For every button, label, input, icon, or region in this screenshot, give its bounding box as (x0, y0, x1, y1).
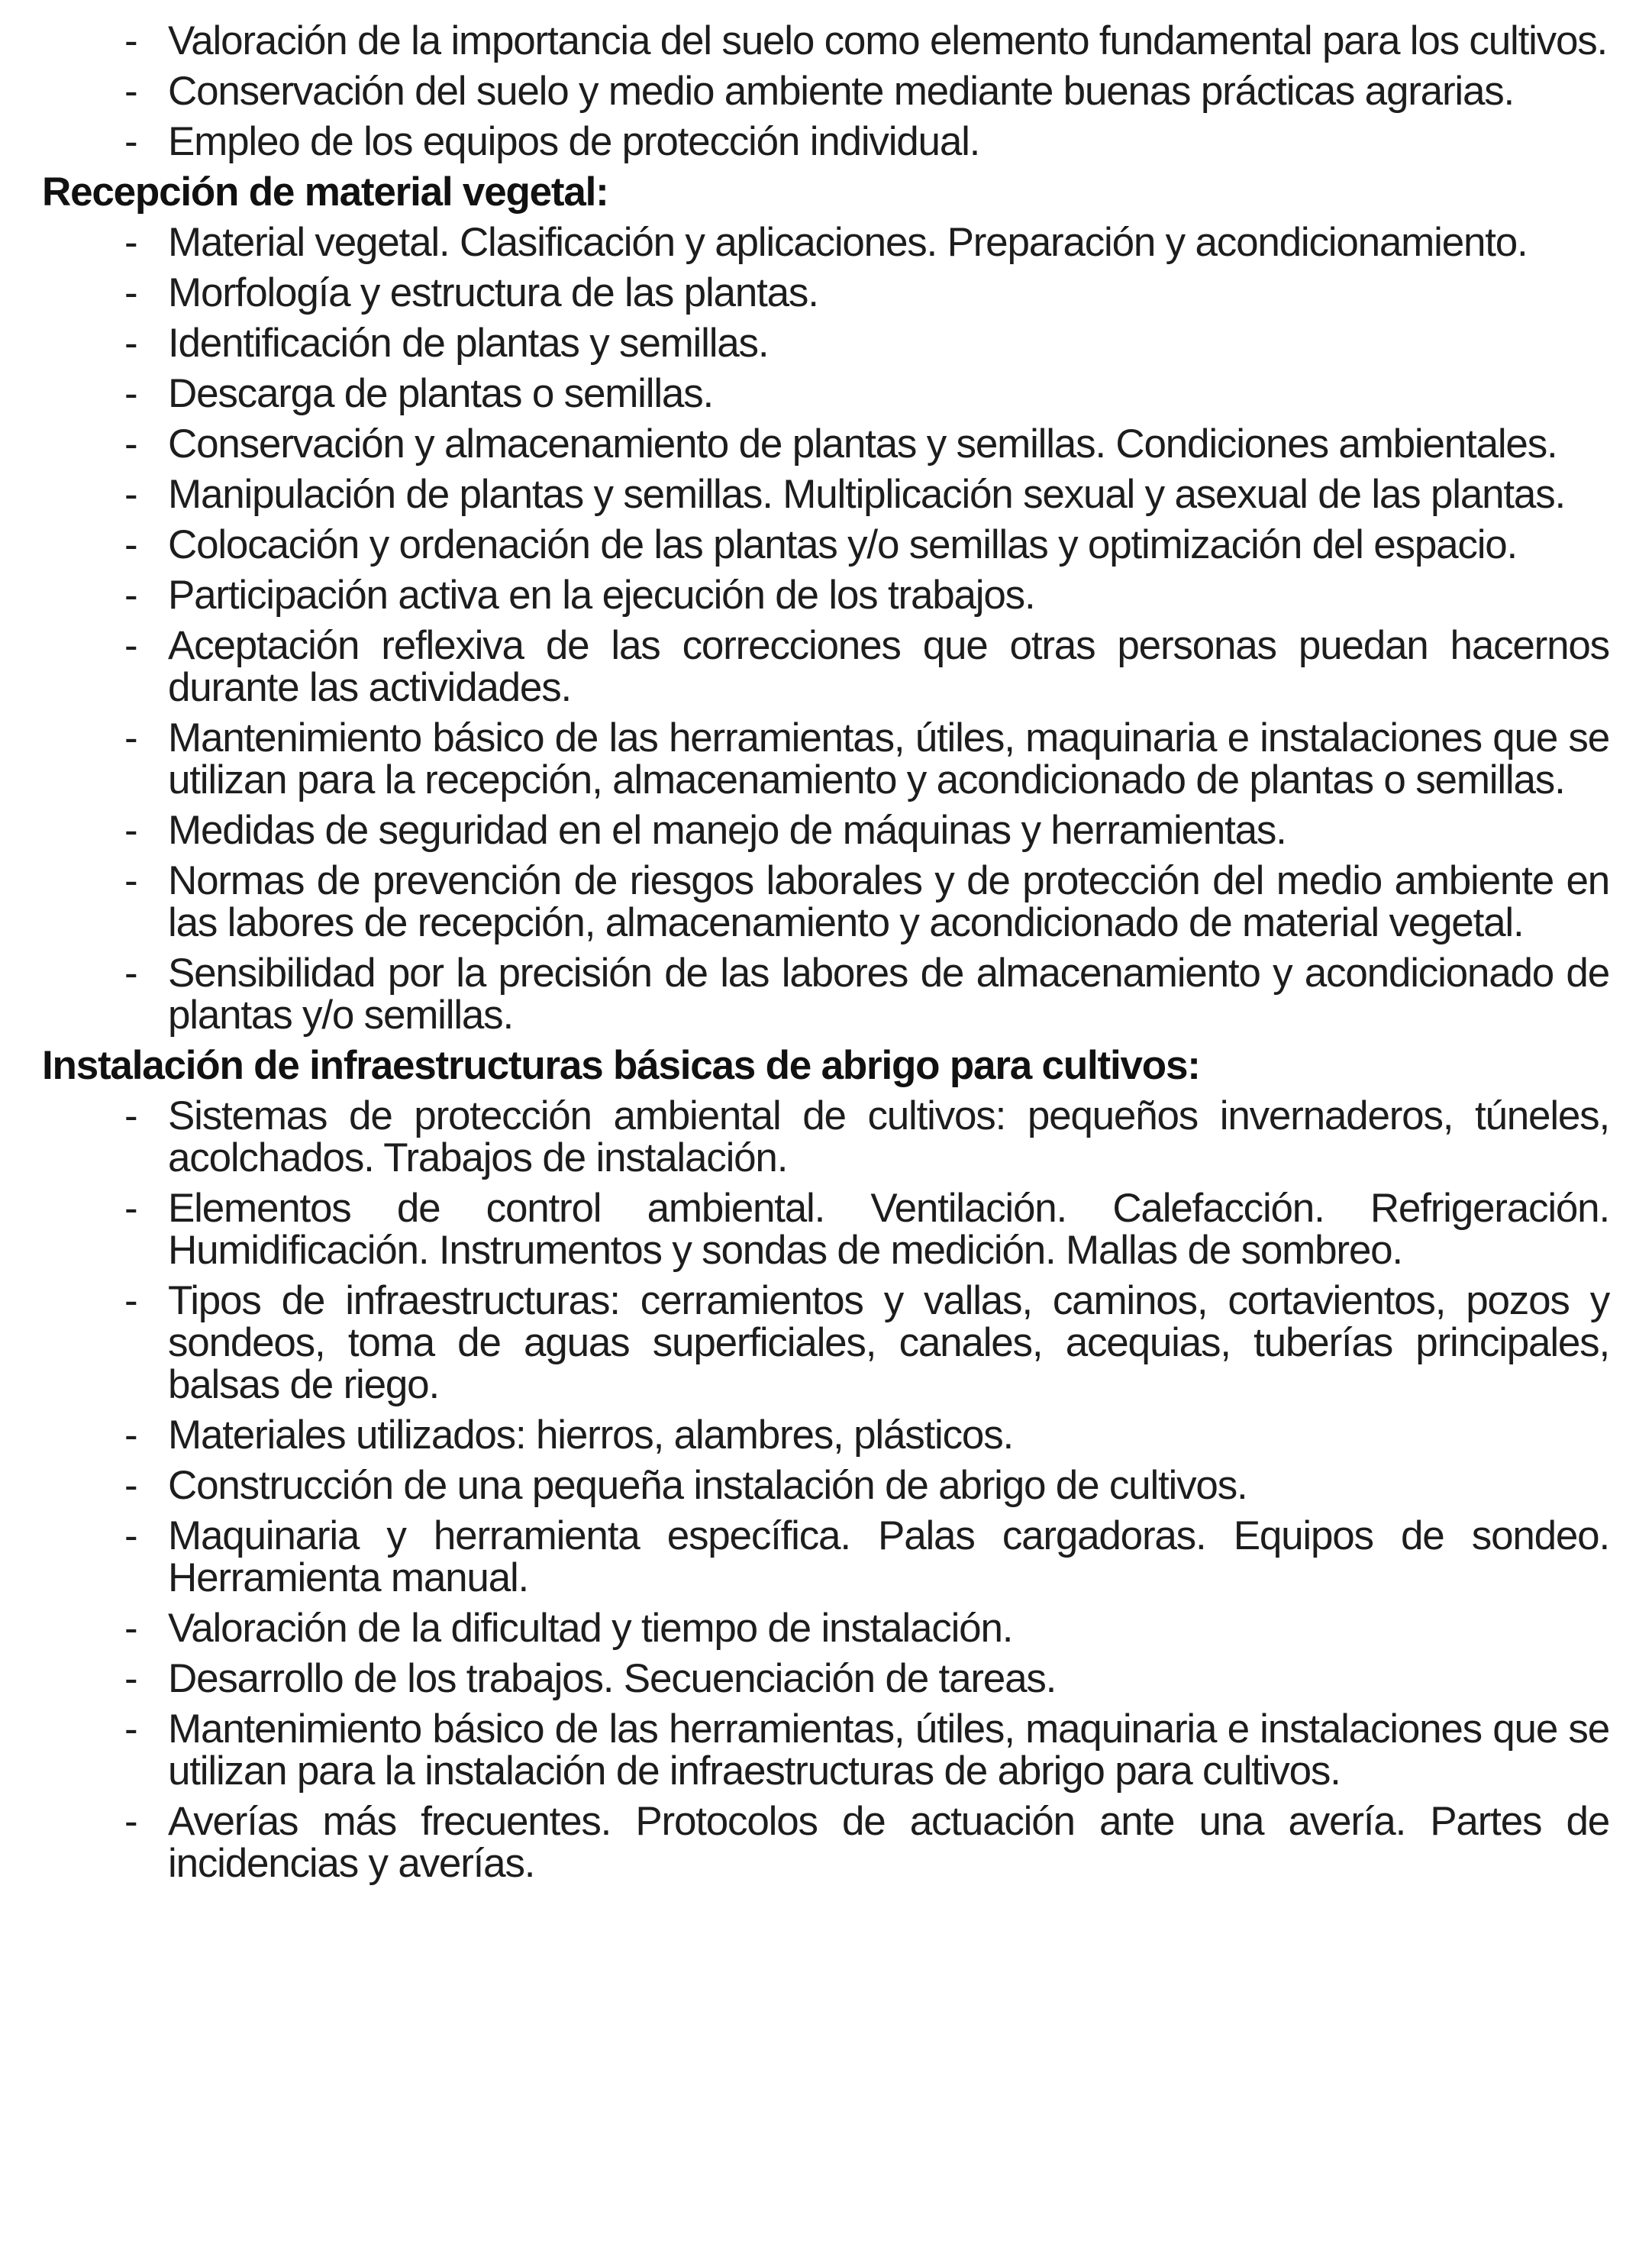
list-item (42, 524, 1609, 566)
bullet-marker: - (124, 1186, 137, 1231)
section-heading-recepcion: Recepción de material vegetal: (42, 170, 608, 215)
list-item (42, 860, 1609, 944)
bullet-marker: - (124, 522, 137, 567)
list-item-text: Colocación y ordenación de las plantas y/o semillas y optimización del espacio. (168, 522, 1518, 567)
bullet-marker: - (124, 421, 137, 467)
list-item-text: Elementos de control ambiental. Ventilación. Calefacción. Refrigeración. Humidificación. Instrumentos y sondas de medición. Mallas de sombreo. (168, 1186, 1609, 1273)
bullet-marker: - (124, 808, 137, 853)
bullet-marker: - (124, 858, 137, 903)
list-item-text: Sistemas de protección ambiental de cultivos: pequeños invernaderos, túneles, acolchados. Trabajos de instalación. (168, 1093, 1609, 1180)
list-item (42, 1800, 1609, 1884)
list-item-text: Conservación del suelo y medio ambiente mediante buenas prácticas agrarias. (168, 69, 1515, 114)
list-item-text: Valoración de la dificultad y tiempo de instalación. (168, 1606, 1013, 1651)
list-item (42, 1464, 1609, 1506)
list-item (42, 574, 1609, 616)
list-item (42, 20, 1609, 62)
list-item (42, 1607, 1609, 1649)
list-item (42, 322, 1609, 364)
list-item (42, 717, 1609, 801)
list-item (42, 1708, 1609, 1792)
list-item-text: Desarrollo de los trabajos. Secuenciación de tareas. (168, 1656, 1057, 1701)
list-item-text: Identificación de plantas y semillas. (168, 321, 769, 366)
bullet-marker: - (124, 1513, 137, 1558)
list-item (42, 952, 1609, 1036)
list-item (42, 809, 1609, 851)
list-item (42, 272, 1609, 314)
bullet-marker: - (124, 1656, 137, 1701)
section-heading-instalacion: Instalación de infraestructuras básicas de abrigo para cultivos: (42, 1043, 1200, 1088)
bullet-marker: - (124, 472, 137, 517)
list-item (42, 1280, 1609, 1406)
list-item (42, 1187, 1609, 1271)
list-item-text: Conservación y almacenamiento de plantas y semillas. Condiciones ambientales. (168, 421, 1557, 467)
list-item (42, 1095, 1609, 1179)
bullet-marker: - (124, 1413, 137, 1458)
list-item-text: Descarga de plantas o semillas. (168, 371, 714, 416)
bullet-marker: - (124, 321, 137, 366)
bullet-marker: - (124, 18, 137, 63)
list-item-text: Medidas de seguridad en el manejo de máquinas y herramientas. (168, 808, 1286, 853)
bullet-marker: - (124, 1799, 137, 1844)
bullet-marker: - (124, 220, 137, 265)
bullet-marker: - (124, 1278, 137, 1323)
list-item (42, 1414, 1609, 1456)
bullet-marker: - (124, 1093, 137, 1138)
list-item (42, 1658, 1609, 1700)
list-item (42, 373, 1609, 415)
list-item-text: Mantenimiento básico de las herramientas, útiles, maquinaria e instalaciones que se utilizan para la recepción, almacenamiento y acondicionado de plantas o semillas. (168, 715, 1609, 802)
bullet-marker: - (124, 1706, 137, 1752)
list-item-text: Sensibilidad por la precisión de las labores de almacenamiento y acondicionado de plantas y/o semillas. (168, 951, 1609, 1038)
bullet-marker: - (124, 119, 137, 164)
list-item (42, 473, 1609, 515)
list-item-text: Tipos de infraestructuras: cerramientos y vallas, caminos, cortavientos, pozos y sondeos, toma de aguas superficiales, canales, acequias, tuberías principales, balsas de riego. (168, 1278, 1609, 1407)
list-item-text: Material vegetal. Clasificación y aplicaciones. Preparación y acondicionamiento. (168, 220, 1528, 265)
list-item-text: Normas de prevención de riesgos laborales y de protección del medio ambiente en las labores de recepción, almacenamiento y acondicionado de material vegetal. (168, 858, 1609, 945)
bullet-marker: - (124, 573, 137, 618)
bullet-marker: - (124, 951, 137, 996)
list-item (42, 221, 1609, 263)
list-item-text: Aceptación reflexiva de las correcciones que otras personas puedan hacernos durante las actividades. (168, 623, 1609, 710)
bullet-marker: - (124, 270, 137, 315)
bullet-marker: - (124, 69, 137, 114)
list-item-text: Maquinaria y herramienta específica. Palas cargadoras. Equipos de sondeo. Herramienta manual. (168, 1513, 1609, 1600)
bullet-marker: - (124, 715, 137, 760)
list-item-text: Materiales utilizados: hierros, alambres, plásticos. (168, 1413, 1014, 1458)
bullet-marker: - (124, 371, 137, 416)
list-item-text: Participación activa en la ejecución de los trabajos. (168, 573, 1035, 618)
bullet-marker: - (124, 1606, 137, 1651)
list-item-text: Mantenimiento básico de las herramientas, útiles, maquinaria e instalaciones que se utilizan para la instalación de infraestructuras de abrigo para cultivos. (168, 1706, 1609, 1794)
list-item-text: Construcción de una pequeña instalación de abrigo de cultivos. (168, 1463, 1247, 1508)
bullet-marker: - (124, 623, 137, 668)
list-item (42, 423, 1609, 465)
list-item (42, 625, 1609, 709)
list-item-text: Empleo de los equipos de protección individual. (168, 119, 980, 164)
list-item-text: Valoración de la importancia del suelo como elemento fundamental para los cultivos. (168, 18, 1608, 63)
list-item (42, 121, 1609, 163)
bullet-marker: - (124, 1463, 137, 1508)
list-item (42, 1515, 1609, 1599)
list-item-text: Morfología y estructura de las plantas. (168, 270, 818, 315)
list-item (42, 70, 1609, 112)
list-item-text: Manipulación de plantas y semillas. Multiplicación sexual y asexual de las plantas. (168, 472, 1566, 517)
list-item-text: Averías más frecuentes. Protocolos de actuación ante una avería. Partes de incidencias y averías. (168, 1799, 1609, 1886)
